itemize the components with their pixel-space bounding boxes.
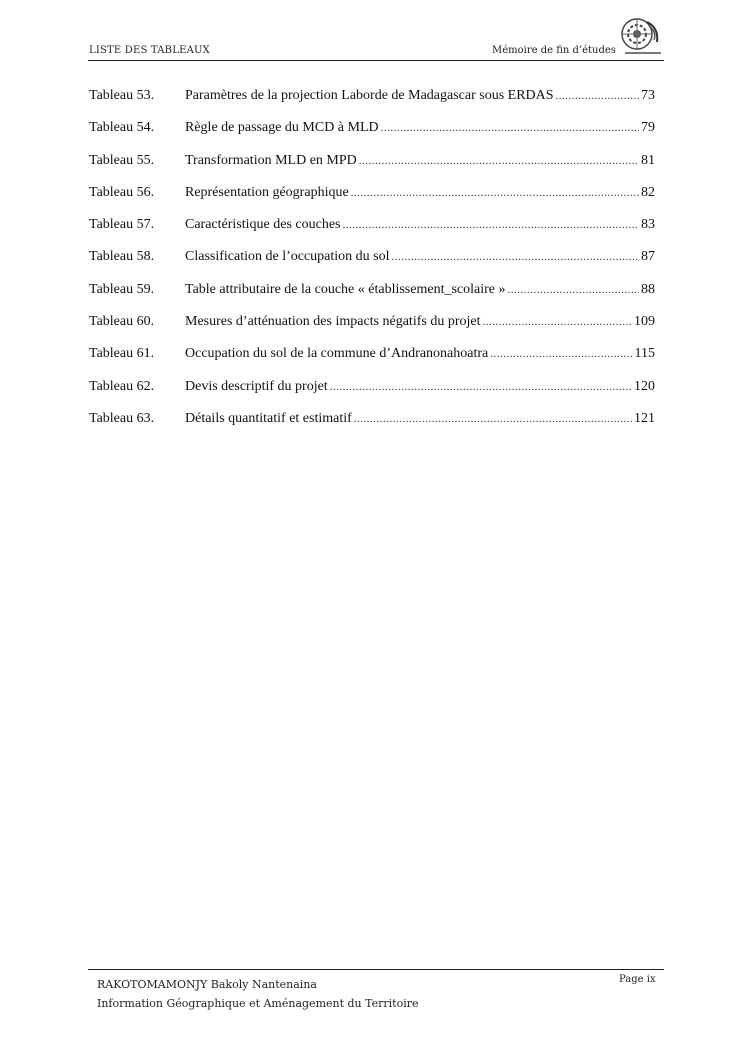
toc-entry-page: 81 bbox=[641, 152, 655, 168]
toc-entry[interactable] bbox=[89, 217, 655, 249]
header-rule bbox=[88, 60, 664, 61]
table-of-contents bbox=[89, 88, 655, 443]
toc-entry[interactable] bbox=[89, 120, 655, 152]
toc-entry[interactable] bbox=[89, 153, 655, 185]
toc-entry-page: 73 bbox=[641, 88, 655, 103]
toc-entry-page: 88 bbox=[641, 281, 655, 297]
toc-entry-title: Mesures d’atténuation des impacts négatifs du projet bbox=[185, 314, 481, 330]
toc-entry[interactable] bbox=[89, 249, 655, 281]
university-seal-icon bbox=[619, 14, 665, 60]
toc-entry[interactable] bbox=[89, 379, 655, 411]
toc-entry-title: Table attributaire de la couche « établissement_scolaire » bbox=[185, 281, 506, 297]
toc-entry[interactable] bbox=[89, 282, 655, 314]
toc-entry-number: Tableau 57. bbox=[89, 217, 155, 233]
toc-entry-number: Tableau 61. bbox=[89, 346, 155, 362]
toc-entry-number: Tableau 56. bbox=[89, 184, 155, 200]
footer-author: RAKOTOMAMONJY Bakoly Nantenaina bbox=[97, 978, 317, 991]
toc-entry-title: Classification de l’occupation du sol bbox=[185, 249, 390, 265]
toc-entry[interactable] bbox=[89, 185, 655, 217]
toc-entry-number: Tableau 55. bbox=[89, 152, 155, 168]
toc-entry-page: 83 bbox=[641, 217, 655, 233]
footer-rule bbox=[88, 969, 664, 970]
toc-entry-title: Transformation MLD en MPD bbox=[185, 152, 357, 168]
running-header-document-type: Mémoire de fin d’études bbox=[492, 45, 616, 56]
toc-entry-number: Tableau 53. bbox=[89, 88, 155, 103]
toc-entry-page: 115 bbox=[634, 346, 655, 362]
running-header-section: LISTE DES TABLEAUX bbox=[89, 45, 210, 56]
toc-leader-dots bbox=[556, 90, 639, 102]
toc-entry[interactable] bbox=[89, 314, 655, 346]
toc-leader-dots bbox=[482, 316, 632, 328]
toc-entry-page: 79 bbox=[641, 120, 655, 136]
toc-leader-dots bbox=[351, 187, 639, 199]
toc-entry-number: Tableau 60. bbox=[89, 314, 155, 330]
toc-entry-number: Tableau 59. bbox=[89, 281, 155, 297]
toc-entry-title: Détails quantitatif et estimatif bbox=[185, 410, 352, 426]
toc-entry-title: Représentation géographique bbox=[185, 184, 349, 200]
toc-entry-number: Tableau 62. bbox=[89, 378, 155, 394]
toc-leader-dots bbox=[359, 155, 639, 167]
toc-entry-page: 120 bbox=[634, 378, 655, 394]
toc-leader-dots bbox=[508, 284, 640, 296]
toc-entry[interactable] bbox=[89, 88, 655, 120]
toc-leader-dots bbox=[381, 122, 639, 134]
toc-entry-title: Occupation du sol de la commune d’Andranonahoatra bbox=[185, 346, 489, 362]
toc-leader-dots bbox=[490, 348, 632, 360]
toc-entry-number: Tableau 58. bbox=[89, 249, 155, 265]
toc-entry-page: 82 bbox=[641, 184, 655, 200]
toc-entry-title: Devis descriptif du projet bbox=[185, 378, 328, 394]
page-number: Page ix bbox=[619, 974, 656, 985]
toc-entry-number: Tableau 63. bbox=[89, 410, 155, 426]
footer-program: Information Géographique et Aménagement du Territoire bbox=[97, 997, 419, 1010]
toc-entry-title: Caractéristique des couches bbox=[185, 217, 341, 233]
toc-entry-page: 87 bbox=[641, 249, 655, 265]
toc-entry-title: Règle de passage du MCD à MLD bbox=[185, 120, 379, 136]
toc-leader-dots bbox=[392, 251, 639, 263]
toc-entry-page: 121 bbox=[634, 410, 655, 426]
toc-leader-dots bbox=[330, 381, 632, 393]
toc-entry-title: Paramètres de la projection Laborde de Madagascar sous ERDAS bbox=[185, 88, 554, 103]
toc-leader-dots bbox=[343, 219, 640, 231]
toc-entry[interactable] bbox=[89, 411, 655, 443]
toc-entry-page: 109 bbox=[634, 314, 655, 330]
toc-entry[interactable] bbox=[89, 346, 655, 378]
toc-leader-dots bbox=[354, 413, 632, 425]
toc-entry-number: Tableau 54. bbox=[89, 120, 155, 136]
